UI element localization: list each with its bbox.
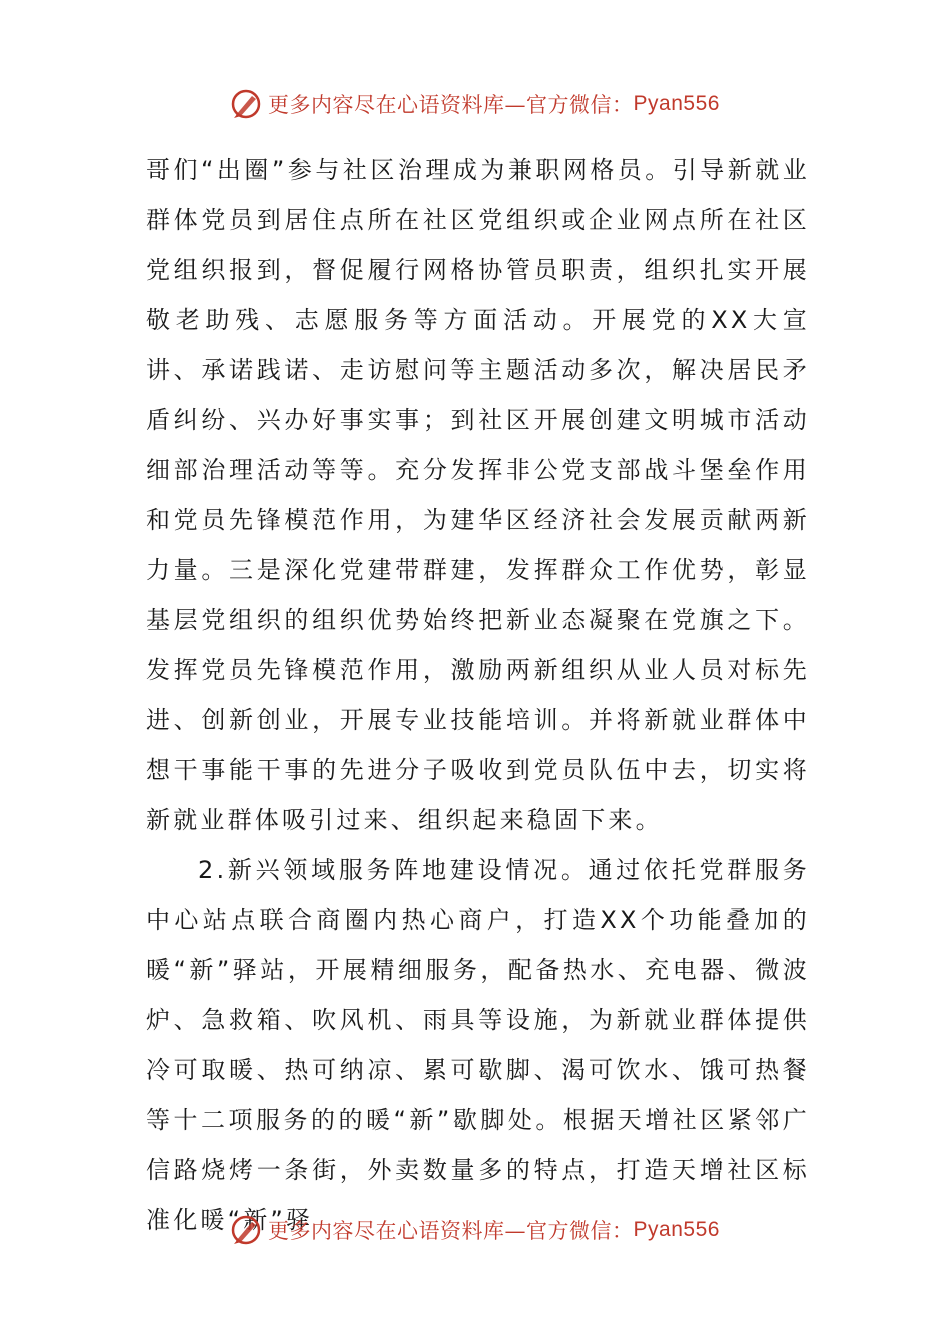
document-body	[146, 145, 810, 1245]
header-watermark-banner	[0, 84, 950, 124]
banner-text: 更多内容尽在心语资料库—官方微信：	[268, 1219, 634, 1243]
banner-wechat-id: Pyan556	[633, 92, 720, 115]
banner-text: 更多内容尽在心语资料库—官方微信：	[268, 93, 634, 117]
banner-wechat-id: Pyan556	[633, 1218, 720, 1241]
pen-circle-logo-icon	[230, 1214, 262, 1246]
footer-watermark-banner	[0, 1210, 950, 1250]
paragraph-service-stations: 2.新兴领域服务阵地建设情况。通过依托党群服务中心站点联合商圈内热心商户，打造XX个功能叠加的暖“新”驿站，开展精细服务，配备热水、充电器、微波炉、急救箱、吹风机、雨具等设施，为新就业群体提供冷可取暖、热可纳凉、累可歇脚、渴可饮水、饿可热餐等十二项服务的的暖“新”歇脚处。根据天增社区紧邻广信路烧烤一条街，外卖数量多的特点，打造天增社区标准化暖“新”驿	[146, 856, 810, 1234]
paragraph-continuation: 哥们“出圈”参与社区治理成为兼职网格员。引导新就业群体党员到居住点所在社区党组织或企业网点所在社区党组织报到，督促履行网格协管员职责，组织扎实开展敬老助残、志愿服务等方面活动。开展党的XX大宣讲、承诺践诺、走访慰问等主题活动多次，解决居民矛盾纠纷、兴办好事实事；到社区开展创建文明城市活动细部治理活动等等。充分发挥非公党支部战斗堡垒作用和党员先锋模范作用，为建华区经济社会发展贡献两新力量。三是深化党建带群建，发挥群众工作优势，彰显基层党组织的组织优势始终把新业态凝聚在党旗之下。发挥党员先锋模范作用，激励两新组织从业人员对标先进、创新创业，开展专业技能培训。并将新就业群体中想干事能干事的先进分子吸收到党员队伍中去，切实将新就业群体吸引过来、组织起来稳固下来。	[146, 156, 810, 834]
pen-circle-logo-icon	[230, 88, 262, 120]
